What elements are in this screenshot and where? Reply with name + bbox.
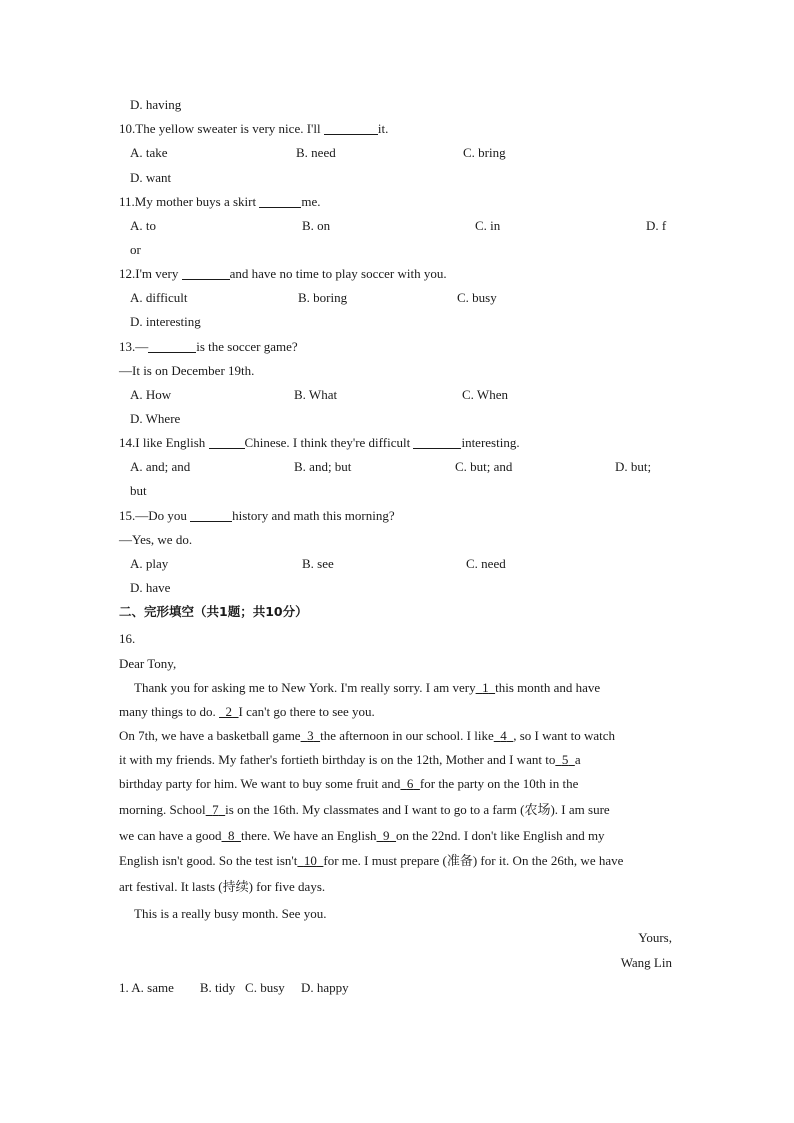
passage-line: [119, 853, 623, 869]
passage-line: art festival. It lasts (持续) for five days.: [119, 879, 326, 894]
letter-closing: Yours,: [638, 930, 672, 945]
passage-line: [119, 802, 610, 818]
cloze-blank-9: [377, 828, 397, 843]
cloze-answer-options-1: 1. A. same B. tidy C. busy D. happy: [119, 980, 349, 995]
q12-option-c: C. busy: [457, 290, 497, 305]
blank-number: 9: [383, 828, 390, 843]
q11-option-c: C. in: [475, 218, 501, 233]
q14-option-b: B. and; but: [294, 459, 352, 474]
blank-number: 7: [212, 802, 219, 817]
passage-text: birthday party for him. We want to buy some fruit and: [119, 776, 401, 791]
passage-text: English isn't good. So the test isn't: [119, 853, 298, 868]
stem-text: it.: [377, 121, 389, 136]
passage-text: there. We have an English: [241, 828, 377, 843]
q10-option-d: D. want: [130, 170, 172, 185]
cloze-blank-5: [555, 752, 575, 767]
stem-text: The yellow sweater is very nice. I'll: [135, 121, 324, 136]
passage-text: for me. I must prepare (准备) for it. On the 26th, we have: [323, 853, 624, 868]
question-number: 12.: [119, 266, 136, 281]
q15-option-c: C. need: [466, 556, 506, 571]
blank-number: 10: [303, 853, 317, 868]
answer-blank: [190, 509, 232, 522]
blank-number: 4: [500, 728, 507, 743]
stem-text: —: [135, 339, 149, 354]
cloze-blank-8: [222, 828, 242, 843]
q13-option-a: A. How: [130, 387, 172, 402]
stem-text: and have no time to play soccer with you.: [229, 266, 447, 281]
answer-blank: [324, 122, 378, 135]
answer-blank: [209, 436, 245, 449]
q11-option-d-wrap: or: [130, 242, 141, 257]
blank-number: 3: [307, 728, 314, 743]
q12-option-d: D. interesting: [130, 314, 201, 329]
stem-text: Chinese. I think they're difficult: [244, 435, 414, 450]
question-number: 15.: [119, 508, 136, 523]
cloze-blank-3: [301, 728, 321, 743]
stem-text: me.: [301, 194, 321, 209]
stem-text: My mother buys a skirt: [134, 194, 260, 209]
q14-option-c: C. but; and: [455, 459, 513, 474]
blank-number: 5: [561, 752, 569, 767]
q11-option-a: A. to: [130, 218, 156, 233]
question-14-stem: [119, 435, 520, 451]
passage-text: the afternoon in our school. I like: [320, 728, 494, 743]
answer-blank: [148, 340, 196, 353]
q13-reply: —It is on December 19th.: [119, 363, 255, 378]
q9-option-d: D. having: [130, 97, 182, 112]
q15-option-a: A. play: [130, 556, 169, 571]
passage-line: [119, 828, 605, 844]
passage-text: for the party on the 10th in the: [419, 776, 579, 791]
q14-option-d: D. but;: [615, 459, 652, 474]
q14-option-d-wrap: but: [130, 483, 147, 498]
passage-text: we can have a good: [119, 828, 222, 843]
passage-line: This is a really busy month. See you.: [134, 906, 327, 921]
stem-text: history and math this morning?: [232, 508, 395, 523]
passage-text: I can't go there to see you.: [238, 704, 375, 719]
question-13-stem: [119, 339, 298, 355]
blank-number: 8: [228, 828, 235, 843]
cloze-blank-2: [219, 704, 239, 719]
q10-option-a: A. take: [130, 145, 168, 160]
letter-signature: Wang Lin: [620, 955, 672, 970]
question-10-stem: [119, 121, 388, 137]
passage-text: on the 22nd. I don't like English and my: [396, 828, 605, 843]
stem-text: interesting.: [461, 435, 520, 450]
blank-number: 6: [406, 776, 414, 791]
passage-text: this month and have: [495, 680, 601, 695]
blank-number: 2: [225, 704, 233, 719]
q14-option-a: A. and; and: [130, 459, 191, 474]
cloze-blank-1: [476, 680, 496, 695]
passage-text: it with my friends. My father's fortieth birthday is on the 12th, Mother and I want to: [119, 752, 556, 767]
q12-option-b: B. boring: [298, 290, 348, 305]
question-12-stem: [119, 266, 447, 282]
stem-text: I like English: [135, 435, 209, 450]
answer-blank: [413, 436, 461, 449]
question-15-stem: [119, 508, 395, 524]
question-number: 13.: [119, 339, 136, 354]
q13-option-b: B. What: [294, 387, 338, 402]
passage-text: On 7th, we have a basketball game: [119, 728, 301, 743]
cloze-blank-10: [297, 853, 323, 868]
passage-line: [119, 776, 578, 792]
answer-blank: [182, 267, 230, 280]
cloze-blank-6: [400, 776, 420, 791]
section-heading: 二、完形填空（共1题；共10分）: [119, 604, 308, 619]
stem-text: —Do you: [135, 508, 191, 523]
passage-text: a: [574, 752, 581, 767]
q10-option-b: B. need: [296, 145, 336, 160]
q15-reply: —Yes, we do.: [119, 532, 193, 547]
stem-text: is the soccer game?: [196, 339, 298, 354]
passage-text: Thank you for asking me to New York. I'm really sorry. I am very: [134, 680, 476, 695]
letter-greeting: Dear Tony,: [119, 656, 177, 671]
cloze-blank-4: [494, 728, 514, 743]
passage-text: many things to do.: [119, 704, 216, 719]
passage-line: [119, 704, 375, 720]
q12-option-a: A. difficult: [130, 290, 188, 305]
passage-line: [119, 752, 581, 768]
stem-text: I'm very: [135, 266, 182, 281]
question-number: 10.: [119, 121, 136, 136]
blank-number: 1: [482, 680, 489, 695]
q13-option-c: C. When: [462, 387, 508, 402]
q13-option-d: D. Where: [130, 411, 181, 426]
question-number: 11.: [119, 194, 135, 209]
question-11-stem: [119, 194, 321, 210]
passage-text: morning. School: [119, 802, 206, 817]
cloze-blank-7: [206, 802, 226, 817]
q11-option-b: B. on: [302, 218, 331, 233]
passage-line: [119, 728, 615, 744]
q15-option-b: B. see: [302, 556, 334, 571]
passage-text: is on the 16th. My classmates and I want to go to a farm (农场). I am sure: [225, 802, 610, 817]
q10-option-c: C. bring: [463, 145, 506, 160]
passage-line: [134, 680, 600, 696]
answer-blank: [259, 195, 301, 208]
q15-option-d: D. have: [130, 580, 171, 595]
q11-option-d: D. f: [646, 218, 667, 233]
passage-text: , so I want to watch: [513, 728, 616, 743]
question-number: 14.: [119, 435, 136, 450]
question-16-number: 16.: [119, 631, 136, 646]
